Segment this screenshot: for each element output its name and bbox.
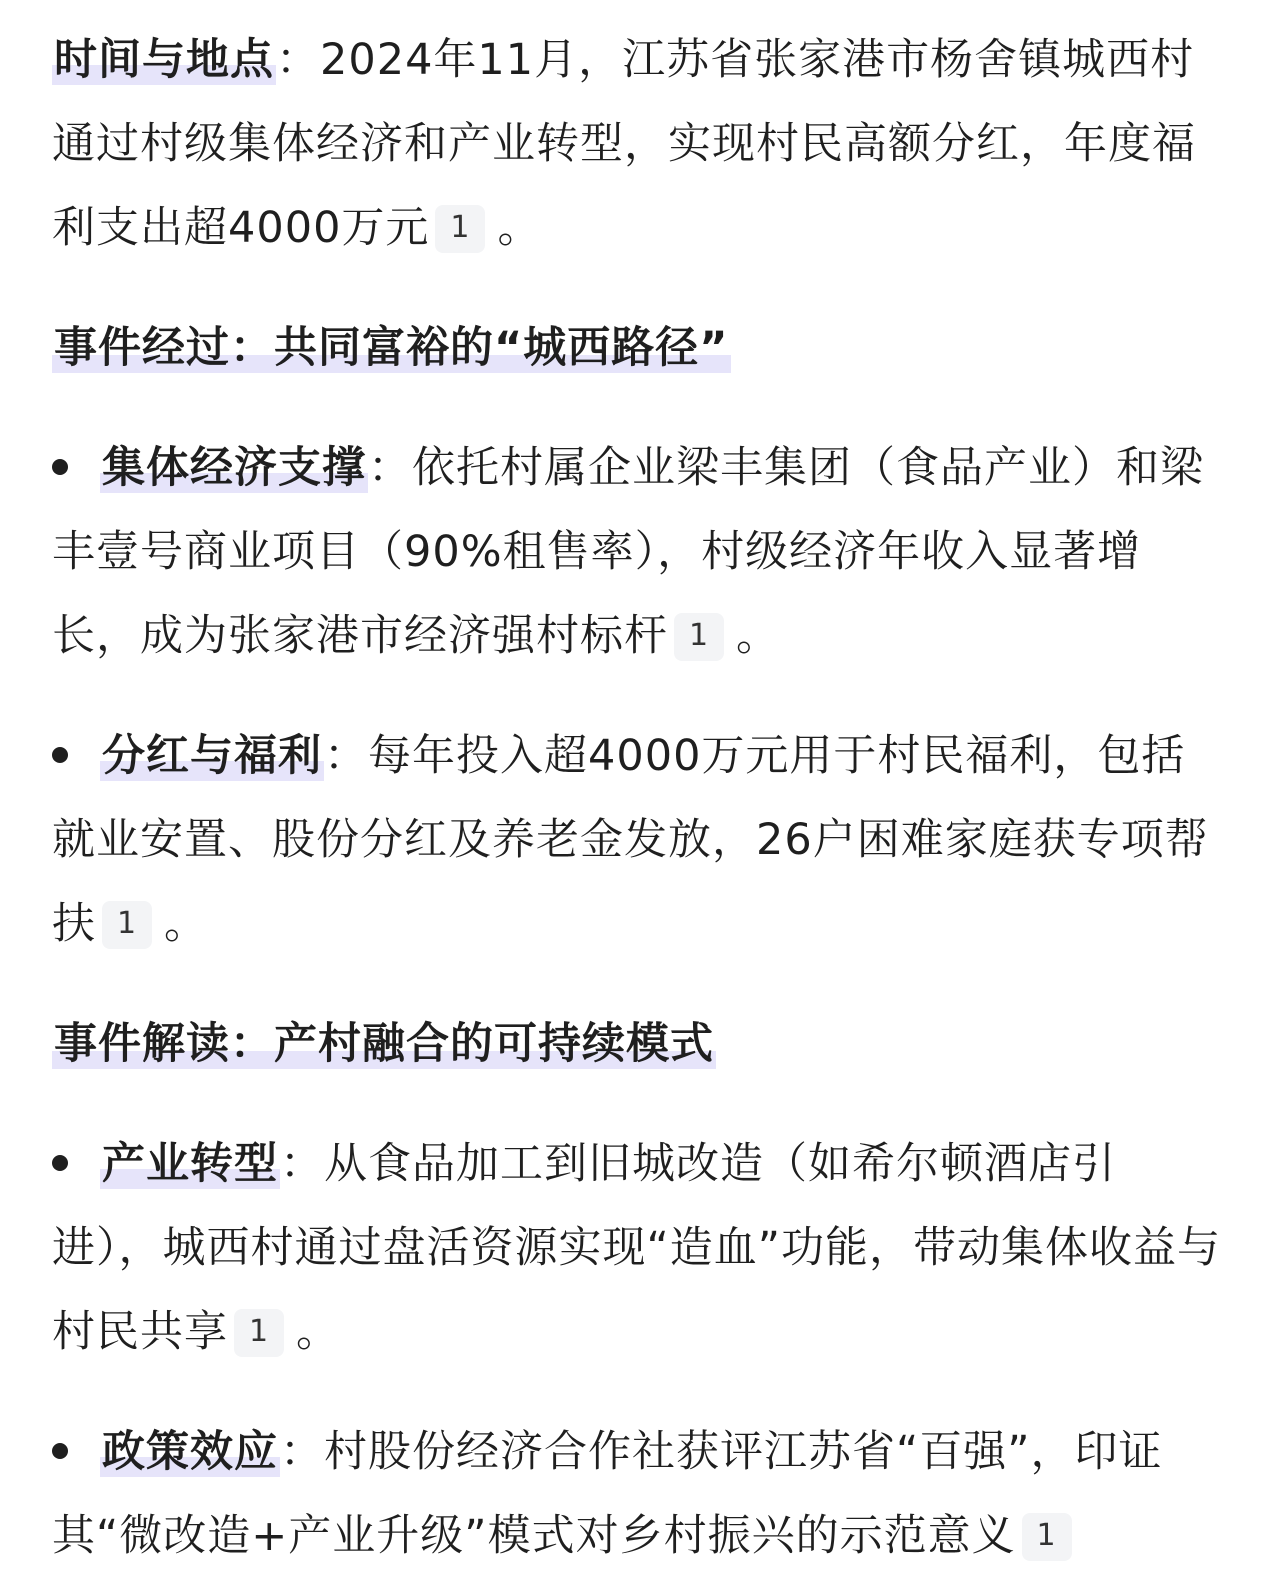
bullet-label: 政策效应 [102,1427,278,1477]
bullet-end: 。 [164,899,208,949]
intro-paragraph [52,18,1222,270]
bullet-policy-effect [52,1410,1222,1578]
bullet-icon [52,747,68,763]
bullet-icon [52,1443,68,1459]
bullet-end: 。 [296,1307,340,1357]
bullet-icon [52,1155,68,1171]
citation-badge[interactable]: 1 [674,613,724,661]
bullet-end: 。 [736,611,780,661]
bullet-text: 村股份经济合作社获评江苏省“百强”，印证其“微改造+产业升级”模式对乡村振兴的示范意义 [52,1427,1163,1561]
intro-separator: ： [276,35,320,85]
bullet-icon [52,459,68,475]
bullet-separator: ： [368,443,412,493]
intro-label: 时间与地点 [54,35,274,85]
bullet-text: 依托村属企业梁丰集团（食品产业）和梁丰壹号商业项目（90%租售率），村级经济年收入显著增长，成为张家港市经济强村标杆 [52,443,1204,661]
citation-badge[interactable]: 1 [435,205,485,253]
bullet-industry-transformation [52,1122,1222,1374]
bullet-label: 分红与福利 [102,731,322,781]
citation-badge[interactable]: 1 [1022,1513,1072,1561]
citation-badge[interactable]: 1 [234,1309,284,1357]
bullet-separator: ： [280,1427,324,1477]
intro-text: 2024年11月，江苏省张家港市杨舍镇城西村通过村级集体经济和产业转型，实现村民高额分红，年度福利支出超4000万元 [52,35,1196,253]
intro-end: 。 [497,203,542,253]
section-heading-analysis [52,1002,1222,1086]
bullet-label: 产业转型 [102,1139,278,1189]
bullet-label: 集体经济支撑 [102,443,366,493]
section-heading-analysis-text: 事件解读：产村融合的可持续模式 [54,1019,714,1069]
bullet-text: 每年投入超4000万元用于村民福利，包括就业安置、股份分红及养老金发放，26户困难家庭获专项帮扶 [52,731,1209,949]
section-heading-process [52,306,1222,390]
bullet-dividend-welfare [52,714,1222,966]
citation-badge[interactable]: 1 [102,901,152,949]
bullet-collective-economy [52,426,1222,678]
section-heading-process-text: 事件经过：共同富裕的“城西路径” [54,323,729,373]
bullet-separator: ： [324,731,368,781]
bullet-text: 从食品加工到旧城改造（如希尔顿酒店引进），城西村通过盘活资源实现“造血”功能，带动集体收益与村民共享 [52,1139,1222,1357]
bullet-separator: ： [280,1139,324,1189]
